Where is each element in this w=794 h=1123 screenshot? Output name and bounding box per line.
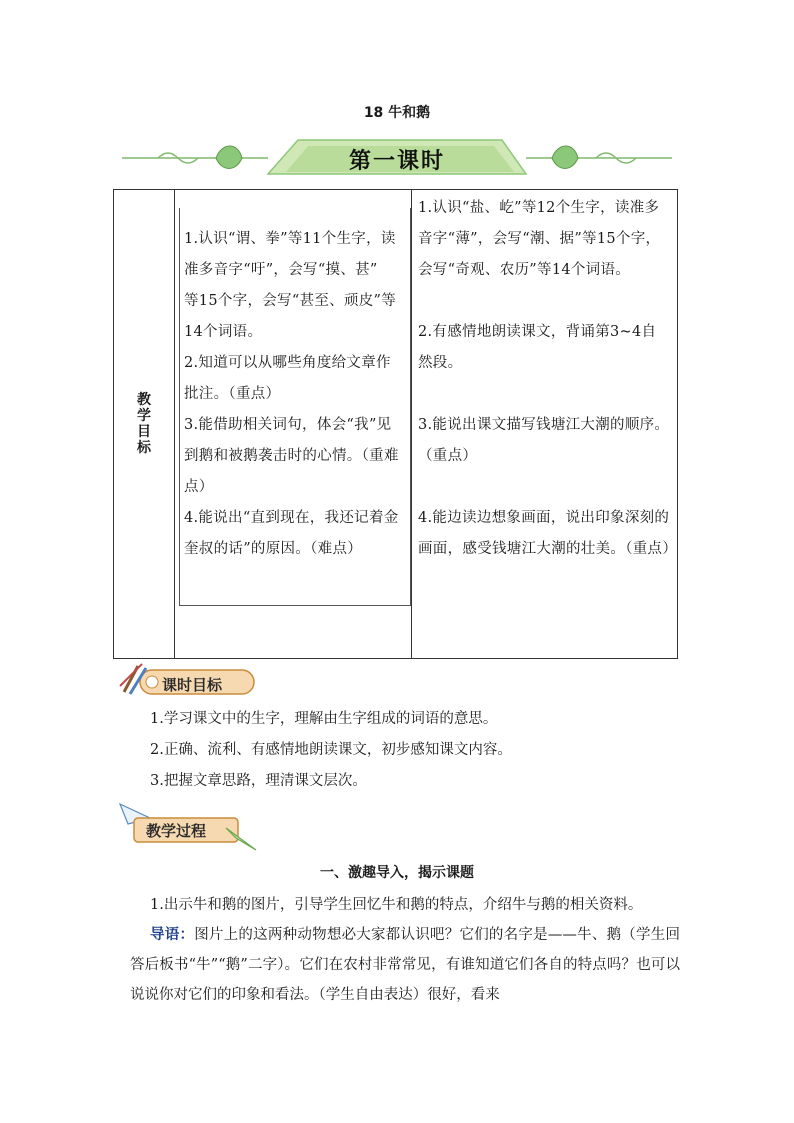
goal-b-item: 4.能边读边想象画面，说出印象深刻的画面，感受钱塘江大潮的壮美。（重点） bbox=[418, 510, 678, 557]
goals-a-box bbox=[179, 208, 411, 606]
goal-b-item: 3.能说出课文描写钱塘江大潮的顺序。（重点） bbox=[418, 417, 670, 464]
goals-column-a bbox=[175, 190, 412, 659]
goals-label: 教学目标 bbox=[137, 392, 151, 456]
lead-text: 图片上的这两种动物想必大家都认识吧？它们的名字是——牛、鹅（学生回答后板书“牛”“鹅”二字）。它们在农村非常常见，有谁知道它们各自的特点吗？也可以说说你对它们的印象和看法。（学生自由表达）很好，看来 bbox=[130, 927, 681, 1003]
goal-a-item: 3.能借助相关词句，体会“我”见到鹅和被鹅袭击时的心情。（重难 bbox=[184, 417, 399, 464]
step-paragraph: 1.出示牛和鹅的图片，引导学生回忆牛和鹅的特点，介绍牛与鹅的相关资料。 bbox=[150, 897, 643, 913]
goal-b-item: 2.有感情地朗读课文，背诵第3~4自然段。 bbox=[418, 324, 657, 371]
goal-a-item: 1.认识“谓、拳”等11个生字，读准多音字“吁”，会写“摸、甚” bbox=[184, 231, 396, 278]
lesson-goals-heading: 课时目标 bbox=[162, 676, 223, 694]
lead-label: 导语： bbox=[150, 927, 195, 943]
goal-a-item: 等15个字，会写“甚至、顽皮”等14个词语。 bbox=[184, 293, 397, 340]
banner-title: 第一课时 bbox=[348, 148, 445, 174]
lesson-goal-item: 1.学习课文中的生字，理解由生字组成的词语的意思。 bbox=[150, 711, 498, 727]
lesson-banner bbox=[118, 136, 676, 180]
goal-a-item: 2.知道可以从哪些角度给文章作批注。（重点） bbox=[184, 355, 391, 402]
page-title: 18 牛和鹅 bbox=[363, 105, 431, 121]
process-heading: 教学过程 bbox=[146, 822, 207, 840]
goals-label-cell bbox=[114, 190, 175, 659]
goal-a-item: 4.能说出“直到现在，我还记着金奎叔的话”的原因。（难点） bbox=[184, 510, 399, 557]
goal-a-item: 点） bbox=[184, 479, 214, 495]
lead-paragraph bbox=[130, 920, 680, 1010]
lesson-goal-item: 3.把握文章思路，理清课文层次。 bbox=[150, 773, 367, 789]
goal-b-item: 1.认识“盐、屹”等12个生字，读准多音字“薄”，会写“潮、据”等15个字，会写“奇观、农历”等14个词语。 bbox=[418, 200, 661, 278]
lesson-goal-item: 2.正确、流利、有感情地朗读课文，初步感知课文内容。 bbox=[150, 742, 512, 758]
section-subheading: 一、激趣导入，揭示课题 bbox=[320, 865, 474, 881]
teaching-goals-table bbox=[113, 189, 678, 659]
goals-column-b bbox=[412, 190, 678, 659]
